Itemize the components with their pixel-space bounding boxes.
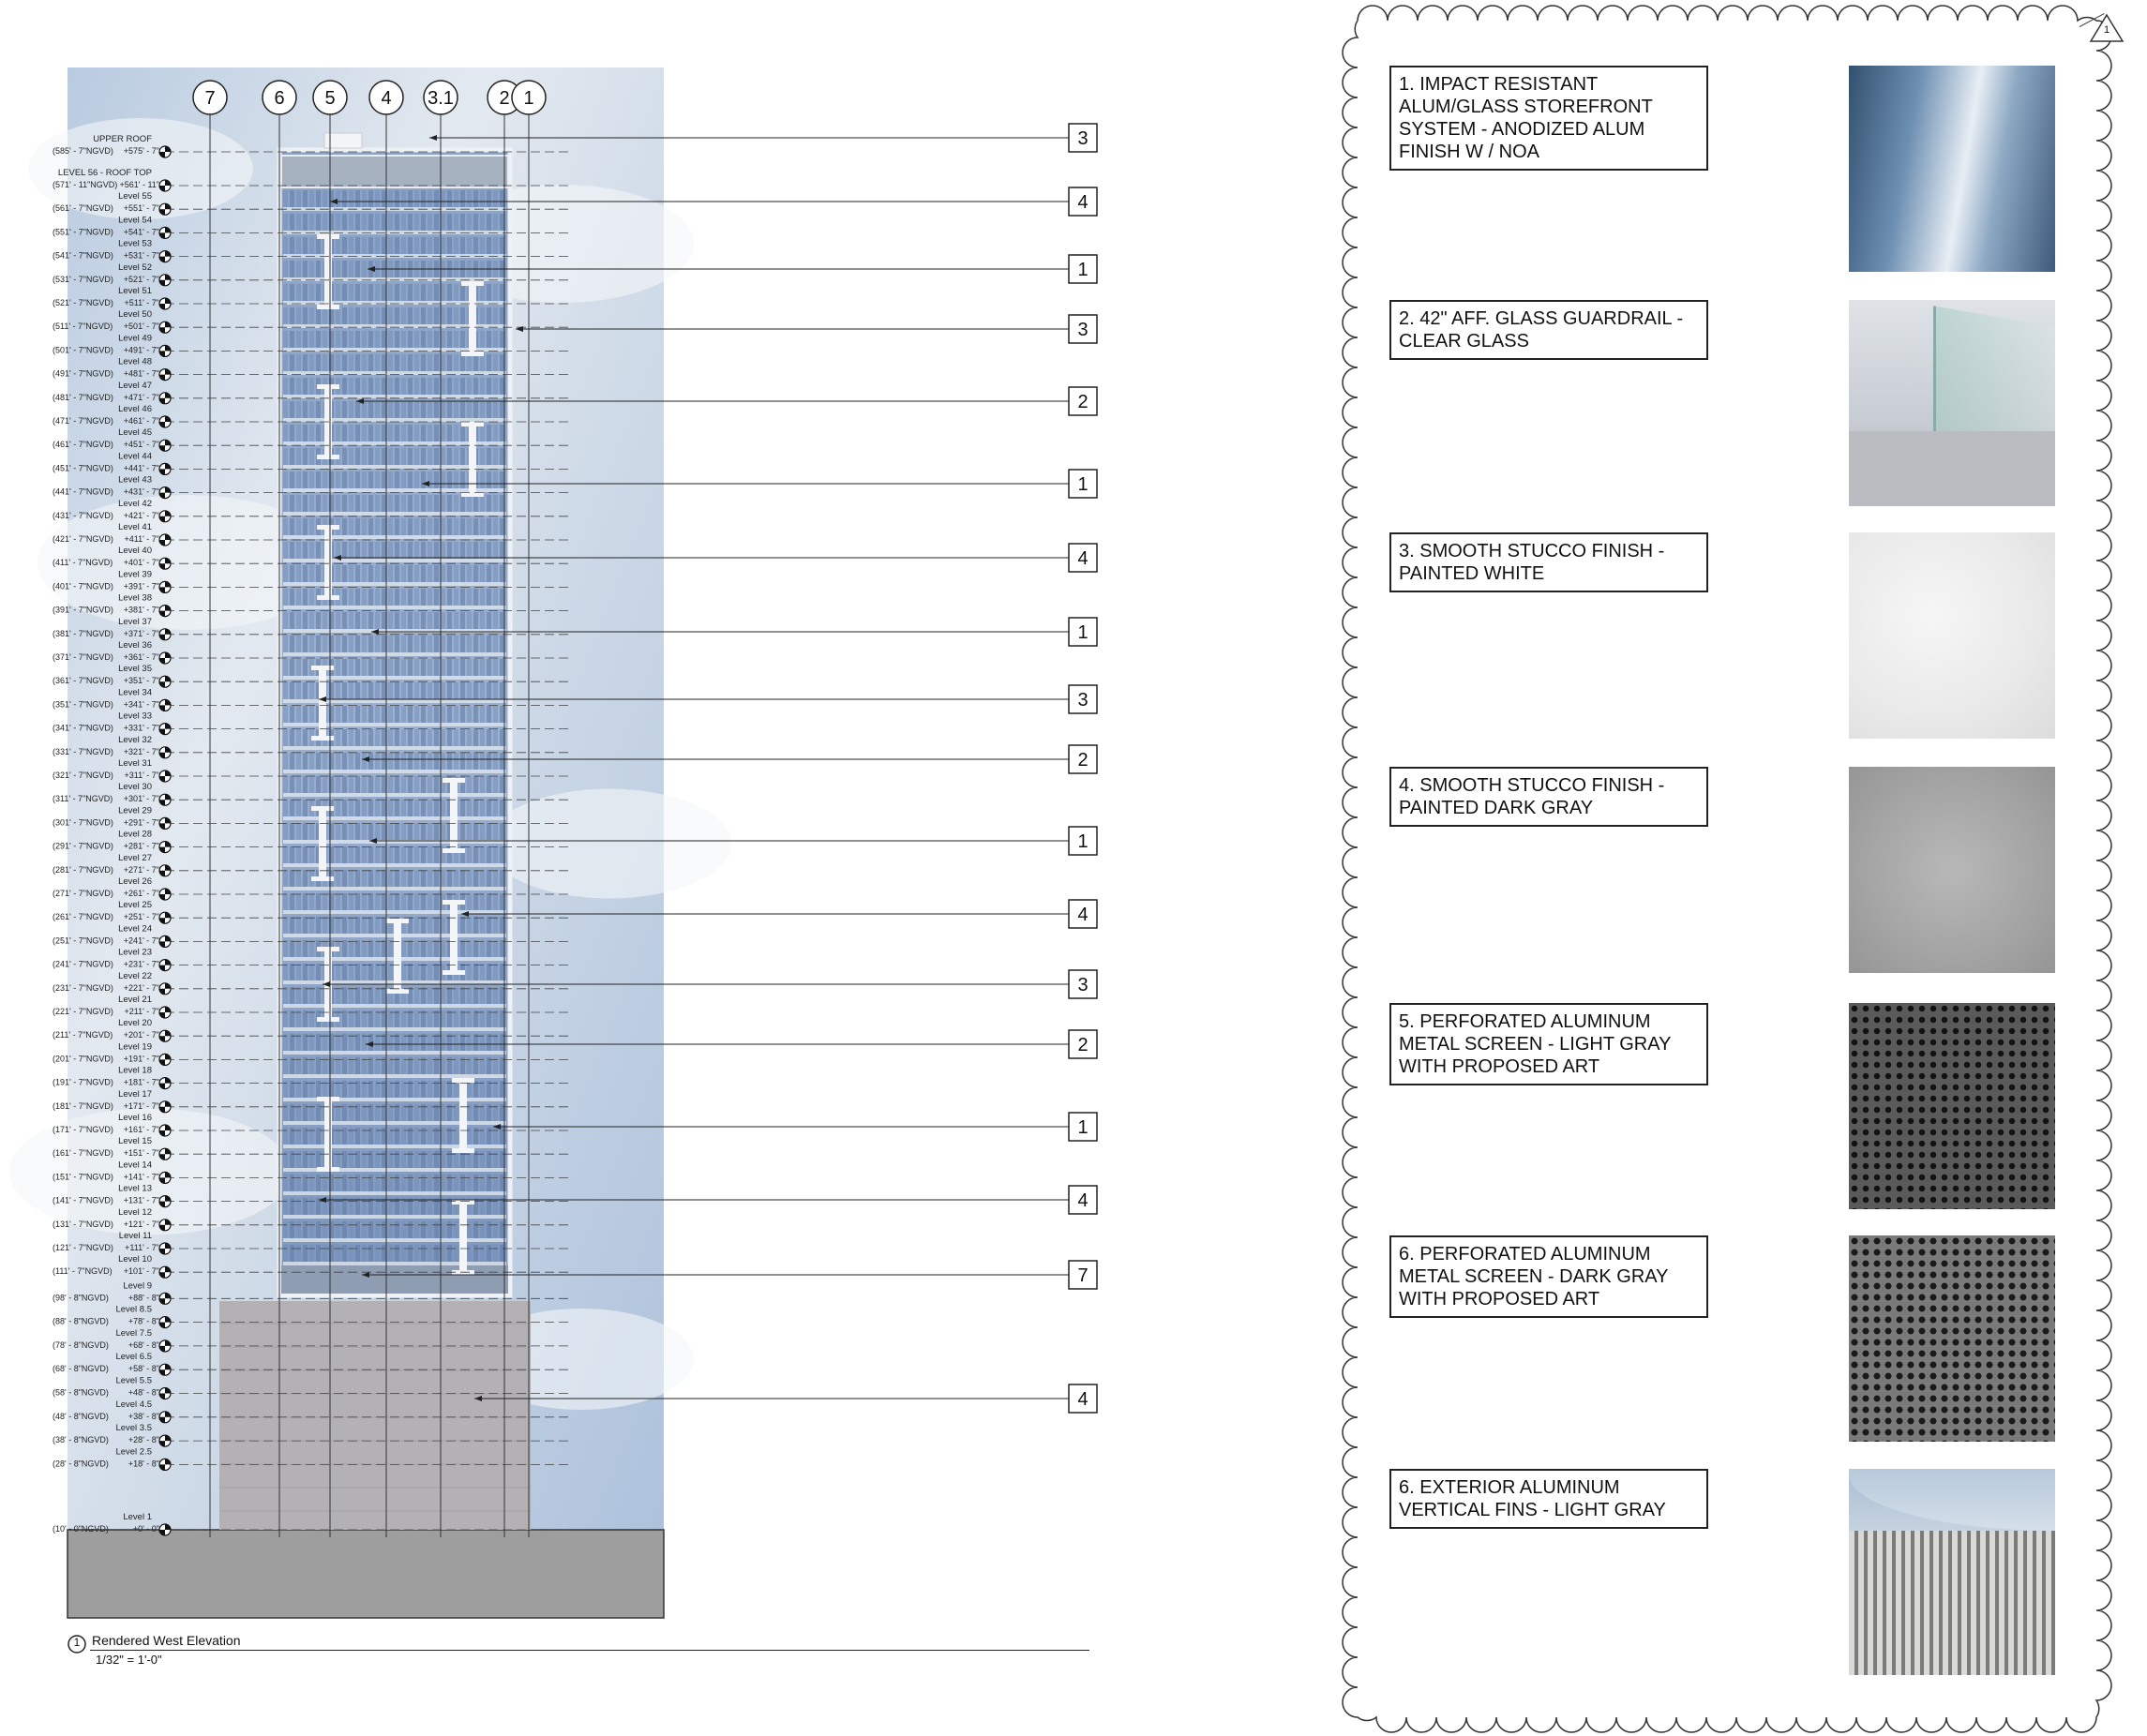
level-elevation: +121' - 7" xyxy=(123,1219,159,1229)
level-name: Level 26 xyxy=(118,876,152,887)
level-ngvd: (481' - 7"NGVD) xyxy=(53,392,113,402)
level-ngvd: (411' - 7"NGVD) xyxy=(53,558,113,568)
callout-tag: 7 xyxy=(1077,1265,1089,1286)
callout-tag: 2 xyxy=(1077,750,1089,771)
stucco-fin xyxy=(450,778,458,853)
fins-sky xyxy=(1849,1469,2055,1531)
level-elevation: +551' - 7" xyxy=(123,203,159,214)
level-name: Level 42 xyxy=(118,498,152,509)
callout-tag: 1 xyxy=(1077,474,1089,495)
level-ngvd: (261' - 7"NGVD) xyxy=(53,912,113,922)
level-ngvd: (141' - 7"NGVD) xyxy=(53,1195,113,1205)
level-name: Level 2.5 xyxy=(115,1446,152,1458)
material-description-5: 5. PERFORATED ALUMINUM METAL SCREEN - LIGHT GRAY WITH PROPOSED ART xyxy=(1389,1003,1708,1085)
stucco-fin xyxy=(450,900,458,975)
level-elevation: +321' - 7" xyxy=(123,746,159,756)
level-name: Level 54 xyxy=(118,215,152,226)
material-description-6: 6. PERFORATED ALUMINUM METAL SCREEN - DARK GRAY WITH PROPOSED ART xyxy=(1389,1235,1708,1318)
level-name: Level 52 xyxy=(118,262,152,273)
level-elevation: +511' - 7" xyxy=(124,298,159,307)
view-number: 1 xyxy=(73,1636,81,1649)
level-name: Level 48 xyxy=(118,356,152,367)
level-elevation: +361' - 7" xyxy=(123,652,159,662)
stucco-fin-cap xyxy=(452,1078,474,1083)
stucco-fin-cap xyxy=(386,989,409,994)
grid-label: 5 xyxy=(324,88,336,109)
stucco-fin xyxy=(319,806,326,881)
level-elevation: +381' - 7" xyxy=(123,605,159,615)
level-elevation: +28' - 8" xyxy=(128,1435,159,1445)
level-elevation: +421' - 7" xyxy=(123,510,159,520)
callout-tag: 1 xyxy=(1077,831,1089,852)
guardrail-base xyxy=(1849,431,2055,506)
level-elevation: +411' - 7" xyxy=(124,534,159,544)
stucco-fin-cap xyxy=(317,595,339,600)
level-elevation: +151' - 7" xyxy=(123,1148,159,1159)
stucco-fin-cap xyxy=(443,778,465,783)
level-ngvd: (131' - 7"NGVD) xyxy=(53,1219,113,1229)
level-elevation: +461' - 7" xyxy=(123,416,159,426)
level-ngvd: (331' - 7"NGVD) xyxy=(53,746,113,756)
level-ngvd: (491' - 7"NGVD) xyxy=(53,368,113,379)
level-name: Level 36 xyxy=(118,640,152,651)
level-elevation: +48' - 8" xyxy=(128,1387,159,1398)
stucco-fin-cap xyxy=(443,900,465,905)
view-title-underline xyxy=(90,1650,1089,1651)
stucco-fin xyxy=(469,422,476,497)
level-elevation: +171' - 7" xyxy=(123,1100,159,1111)
callout-tag: 4 xyxy=(1077,1389,1089,1410)
level-elevation: +575' - 7" xyxy=(123,146,159,156)
level-ngvd: (391' - 7"NGVD) xyxy=(53,605,113,615)
level-elevation: +471' - 7" xyxy=(123,392,159,402)
level-name: LEVEL 56 - ROOF TOP xyxy=(57,168,152,178)
level-elevation: +451' - 7" xyxy=(123,440,159,450)
level-name: Level 25 xyxy=(118,900,152,911)
callout-tag: 1 xyxy=(1077,1117,1089,1138)
level-ngvd: (291' - 7"NGVD) xyxy=(53,841,113,851)
level-ngvd: (111' - 7"NGVD) xyxy=(53,1266,113,1277)
level-ngvd: (281' - 7"NGVD) xyxy=(53,864,113,875)
level-name: Level 16 xyxy=(118,1113,152,1123)
level-name: Level 28 xyxy=(118,829,152,840)
level-name: Level 4.5 xyxy=(115,1399,152,1410)
view-scale: 1/32" = 1'-0" xyxy=(96,1653,162,1667)
level-elevation: +331' - 7" xyxy=(123,723,159,733)
callout-tag: 3 xyxy=(1077,128,1089,149)
level-elevation: +281' - 7" xyxy=(123,841,159,851)
level-ngvd: (78' - 8"NGVD) xyxy=(53,1339,109,1350)
grid-label: 1 xyxy=(523,88,534,109)
level-name: Level 3.5 xyxy=(115,1423,152,1434)
callout-tag: 3 xyxy=(1077,320,1089,340)
stucco-fin-cap xyxy=(317,455,339,459)
view-title: Rendered West Elevation xyxy=(92,1633,241,1648)
callout-tag: 4 xyxy=(1077,905,1089,925)
material-swatch-white-stucco xyxy=(1849,532,2055,739)
level-name: Level 21 xyxy=(118,995,152,1005)
level-elevation: +531' - 7" xyxy=(123,250,159,261)
level-elevation: +351' - 7" xyxy=(123,676,159,686)
stucco-fin xyxy=(469,281,476,356)
level-ngvd: (271' - 7"NGVD) xyxy=(53,889,113,898)
level-name: Level 19 xyxy=(118,1041,152,1053)
stucco-fin-cap xyxy=(461,352,484,356)
stucco-fin-cap xyxy=(317,525,339,530)
level-ngvd: (38' - 8"NGVD) xyxy=(53,1435,109,1445)
grid-label: 3.1 xyxy=(428,88,454,109)
level-ngvd: (88' - 8"NGVD) xyxy=(53,1316,109,1326)
level-ngvd: (541' - 7"NGVD) xyxy=(53,250,113,261)
level-elevation: +401' - 7" xyxy=(123,558,159,568)
stucco-fin xyxy=(324,1097,332,1172)
level-name: Level 15 xyxy=(118,1136,152,1147)
level-name: Level 7.5 xyxy=(115,1327,152,1339)
level-name: Level 10 xyxy=(118,1254,152,1265)
level-name: Level 27 xyxy=(118,852,152,863)
grid-label: 7 xyxy=(204,88,216,109)
level-ngvd: (361' - 7"NGVD) xyxy=(53,676,113,686)
material-swatch-aluminum-fins xyxy=(1849,1469,2055,1675)
level-ngvd: (251' - 7"NGVD) xyxy=(53,935,113,946)
level-ngvd: (341' - 7"NGVD) xyxy=(53,723,113,733)
level-elevation: +161' - 7" xyxy=(123,1125,159,1134)
material-description-1: 1. IMPACT RESISTANT ALUM/GLASS STOREFRONT SYSTEM - ANODIZED ALUM FINISH W / NOA xyxy=(1389,66,1708,171)
material-description-3: 3. SMOOTH STUCCO FINISH - PAINTED WHITE xyxy=(1389,532,1708,592)
level-elevation: +211' - 7" xyxy=(124,1007,159,1016)
level-ngvd: (68' - 8"NGVD) xyxy=(53,1364,109,1374)
level-ngvd: (471' - 7"NGVD) xyxy=(53,416,113,426)
level-ngvd: (431' - 7"NGVD) xyxy=(53,510,113,520)
stucco-fin-cap xyxy=(317,234,339,239)
level-ngvd: (521' - 7"NGVD) xyxy=(53,298,113,307)
level-elevation: +391' - 7" xyxy=(123,581,159,591)
level-elevation: +431' - 7" xyxy=(123,486,159,497)
stucco-fin-cap xyxy=(452,1200,474,1205)
level-name: Level 30 xyxy=(118,782,152,793)
level-elevation: +261' - 7" xyxy=(123,889,159,898)
stucco-fin xyxy=(459,1200,467,1275)
level-ngvd: (381' - 7"NGVD) xyxy=(53,628,113,638)
level-elevation: +251' - 7" xyxy=(123,912,159,922)
level-ngvd: (171' - 7"NGVD) xyxy=(53,1125,113,1134)
level-name: Level 5.5 xyxy=(115,1375,152,1386)
stucco-fin-cap xyxy=(317,384,339,389)
level-ngvd: (321' - 7"NGVD) xyxy=(53,771,113,780)
level-name: Level 53 xyxy=(118,238,152,249)
stucco-fin-cap xyxy=(386,919,409,923)
callout-tag: 4 xyxy=(1077,548,1089,569)
stucco-fin xyxy=(324,234,332,309)
level-name: Level 45 xyxy=(118,427,152,439)
level-ngvd: (351' - 7"NGVD) xyxy=(53,699,113,710)
level-name: Level 32 xyxy=(118,734,152,745)
stucco-fin-cap xyxy=(443,970,465,975)
level-name: Level 41 xyxy=(118,522,152,532)
level-name: Level 43 xyxy=(118,474,152,486)
level-elevation: +371' - 7" xyxy=(123,628,159,638)
level-ngvd: (301' - 7"NGVD) xyxy=(53,817,113,828)
level-ngvd: (441' - 7"NGVD) xyxy=(53,486,113,497)
level-name: Level 18 xyxy=(118,1065,152,1076)
level-elevation: +88' - 8" xyxy=(128,1293,159,1303)
level-ngvd: (211' - 7"NGVD) xyxy=(53,1030,113,1040)
level-name: Level 33 xyxy=(118,711,152,722)
callout-tag: 4 xyxy=(1077,1190,1089,1211)
level-elevation: +301' - 7" xyxy=(123,794,159,804)
level-name: Level 6.5 xyxy=(115,1352,152,1363)
level-elevation: +561' - 11" xyxy=(119,180,159,189)
level-name: Level 51 xyxy=(118,286,152,296)
level-elevation: +241' - 7" xyxy=(123,935,159,946)
callout-tag: 1 xyxy=(1077,622,1089,643)
level-ngvd: (231' - 7"NGVD) xyxy=(53,982,113,993)
level-name: Level 49 xyxy=(118,333,152,344)
level-name: Level 35 xyxy=(118,664,152,675)
level-elevation: +191' - 7" xyxy=(123,1054,159,1064)
stucco-fin xyxy=(324,525,332,600)
stucco-fin-cap xyxy=(317,947,339,951)
callout-tag: 4 xyxy=(1077,192,1089,213)
stucco-fin-cap xyxy=(461,281,484,286)
level-ngvd: (201' - 7"NGVD) xyxy=(53,1054,113,1064)
level-elevation: +491' - 7" xyxy=(123,345,159,355)
material-description-4: 4. SMOOTH STUCCO FINISH - PAINTED DARK GRAY xyxy=(1389,767,1708,827)
level-name: Level 24 xyxy=(118,923,152,935)
level-name: Level 38 xyxy=(118,592,152,604)
callout-tag: 2 xyxy=(1077,1035,1089,1055)
level-ngvd: (421' - 7"NGVD) xyxy=(53,534,113,544)
parking-podium-screen xyxy=(219,1301,531,1530)
stucco-fin-cap xyxy=(452,1148,474,1153)
level-name: Level 39 xyxy=(118,569,152,580)
level-elevation: +521' - 7" xyxy=(123,274,159,284)
roof-screen xyxy=(281,156,508,187)
level-name: Level 9 xyxy=(123,1280,152,1292)
level-elevation: +101' - 7" xyxy=(123,1266,159,1277)
level-name: Level 23 xyxy=(118,947,152,958)
revision-tag: 1 xyxy=(2103,24,2110,36)
level-ngvd: (221' - 7"NGVD) xyxy=(53,1007,113,1016)
material-swatch-dark-perforated-metal xyxy=(1849,1235,2055,1442)
level-elevation: +291' - 7" xyxy=(123,817,159,828)
material-swatch-glass-guardrail xyxy=(1849,300,2055,506)
level-name: Level 44 xyxy=(118,451,152,462)
level-name: Level 47 xyxy=(118,380,152,391)
material-description-2: 2. 42" AFF. GLASS GUARDRAIL - CLEAR GLASS xyxy=(1389,300,1708,360)
level-ngvd: (58' - 8"NGVD) xyxy=(53,1387,109,1398)
level-ngvd: (371' - 7"NGVD) xyxy=(53,652,113,662)
ground-slab xyxy=(68,1530,664,1618)
level-ngvd: (48' - 8"NGVD) xyxy=(53,1411,109,1421)
level-elevation: +78' - 8" xyxy=(128,1316,159,1326)
amenity-level xyxy=(281,1265,508,1294)
level-elevation: +38' - 8" xyxy=(128,1411,159,1421)
level-ngvd: (401' - 7"NGVD) xyxy=(53,581,113,591)
stucco-fin-cap xyxy=(317,1167,339,1172)
level-ngvd: (501' - 7"NGVD) xyxy=(53,345,113,355)
stucco-fin-cap xyxy=(317,1017,339,1022)
material-swatch-light-perforated-metal xyxy=(1849,1003,2055,1209)
level-ngvd: (10' - 0"NGVD) xyxy=(53,1524,109,1534)
grid-label: 6 xyxy=(274,88,285,109)
level-elevation: +0' - 0" xyxy=(132,1524,159,1534)
level-ngvd: (551' - 7"NGVD) xyxy=(53,227,113,237)
material-swatch-curtain-wall-glass xyxy=(1849,66,2055,272)
level-ngvd: (161' - 7"NGVD) xyxy=(53,1148,113,1159)
level-elevation: +111' - 7" xyxy=(125,1243,159,1252)
level-ngvd: (28' - 8"NGVD) xyxy=(53,1459,109,1469)
stucco-fin-cap xyxy=(443,848,465,853)
level-elevation: +141' - 7" xyxy=(123,1172,159,1182)
callout-tag: 3 xyxy=(1077,975,1089,995)
level-name: Level 1 xyxy=(123,1512,152,1522)
level-ngvd: (511' - 7"NGVD) xyxy=(53,322,113,332)
level-ngvd: (571' - 11"NGVD) xyxy=(53,180,118,189)
level-name: Level 46 xyxy=(118,404,152,414)
stucco-fin xyxy=(394,919,401,994)
stucco-fin xyxy=(459,1078,467,1153)
level-name: Level 14 xyxy=(118,1160,152,1171)
level-ngvd: (98' - 8"NGVD) xyxy=(53,1293,109,1303)
level-name: Level 20 xyxy=(118,1018,152,1029)
level-elevation: +501' - 7" xyxy=(123,322,159,332)
level-name: Level 37 xyxy=(118,616,152,627)
callout-tag: 1 xyxy=(1077,260,1089,280)
level-name: Level 40 xyxy=(118,546,152,557)
level-elevation: +201' - 7" xyxy=(123,1030,159,1040)
level-ngvd: (181' - 7"NGVD) xyxy=(53,1100,113,1111)
level-elevation: +58' - 8" xyxy=(128,1364,159,1374)
level-ngvd: (311' - 7"NGVD) xyxy=(53,794,113,804)
stucco-fin-cap xyxy=(317,1097,339,1101)
level-ngvd: (585' - 7"NGVD) xyxy=(53,146,113,156)
level-name: Level 50 xyxy=(118,309,152,321)
callout-tag: 2 xyxy=(1077,392,1089,412)
stucco-fin xyxy=(319,666,326,741)
callout-tag: 3 xyxy=(1077,690,1089,711)
level-name: Level 11 xyxy=(118,1231,152,1241)
level-ngvd: (191' - 7"NGVD) xyxy=(53,1077,113,1087)
level-ngvd: (451' - 7"NGVD) xyxy=(53,463,113,473)
level-elevation: +221' - 7" xyxy=(123,982,159,993)
level-elevation: +311' - 7" xyxy=(124,771,159,780)
level-name: Level 12 xyxy=(118,1206,152,1218)
material-swatch-dark-gray-stucco xyxy=(1849,767,2055,973)
level-elevation: +341' - 7" xyxy=(123,699,159,710)
level-ngvd: (241' - 7"NGVD) xyxy=(53,959,113,969)
level-ngvd: (121' - 7"NGVD) xyxy=(53,1243,113,1252)
stucco-fin-cap xyxy=(461,422,484,427)
level-elevation: +231' - 7" xyxy=(123,959,159,969)
level-ngvd: (531' - 7"NGVD) xyxy=(53,274,113,284)
level-name: Level 31 xyxy=(118,758,152,769)
level-name: Level 55 xyxy=(118,191,152,202)
level-name: Level 13 xyxy=(118,1183,152,1194)
level-ngvd: (151' - 7"NGVD) xyxy=(53,1172,113,1182)
level-name: UPPER ROOF xyxy=(93,134,152,144)
level-ngvd: (461' - 7"NGVD) xyxy=(53,440,113,450)
level-elevation: +441' - 7" xyxy=(123,463,159,473)
level-name: Level 8.5 xyxy=(115,1304,152,1315)
level-elevation: +541' - 7" xyxy=(123,227,159,237)
level-name: Level 22 xyxy=(118,970,152,981)
level-elevation: +271' - 7" xyxy=(123,864,159,875)
grid-label: 2 xyxy=(499,88,510,109)
level-elevation: +131' - 7" xyxy=(123,1195,159,1205)
sky-cloud xyxy=(488,789,731,899)
level-name: Level 17 xyxy=(118,1088,152,1100)
level-name: Level 29 xyxy=(118,805,152,816)
level-elevation: +18' - 8" xyxy=(128,1459,159,1469)
grid-label: 4 xyxy=(381,88,392,109)
stucco-fin-cap xyxy=(317,305,339,309)
material-description-7: 6. EXTERIOR ALUMINUM VERTICAL FINS - LIGHT GRAY xyxy=(1389,1469,1708,1529)
level-elevation: +181' - 7" xyxy=(123,1077,159,1087)
level-ngvd: (561' - 7"NGVD) xyxy=(53,203,113,214)
level-name: Level 34 xyxy=(118,687,152,698)
level-elevation: +68' - 8" xyxy=(128,1339,159,1350)
level-elevation: +481' - 7" xyxy=(123,368,159,379)
